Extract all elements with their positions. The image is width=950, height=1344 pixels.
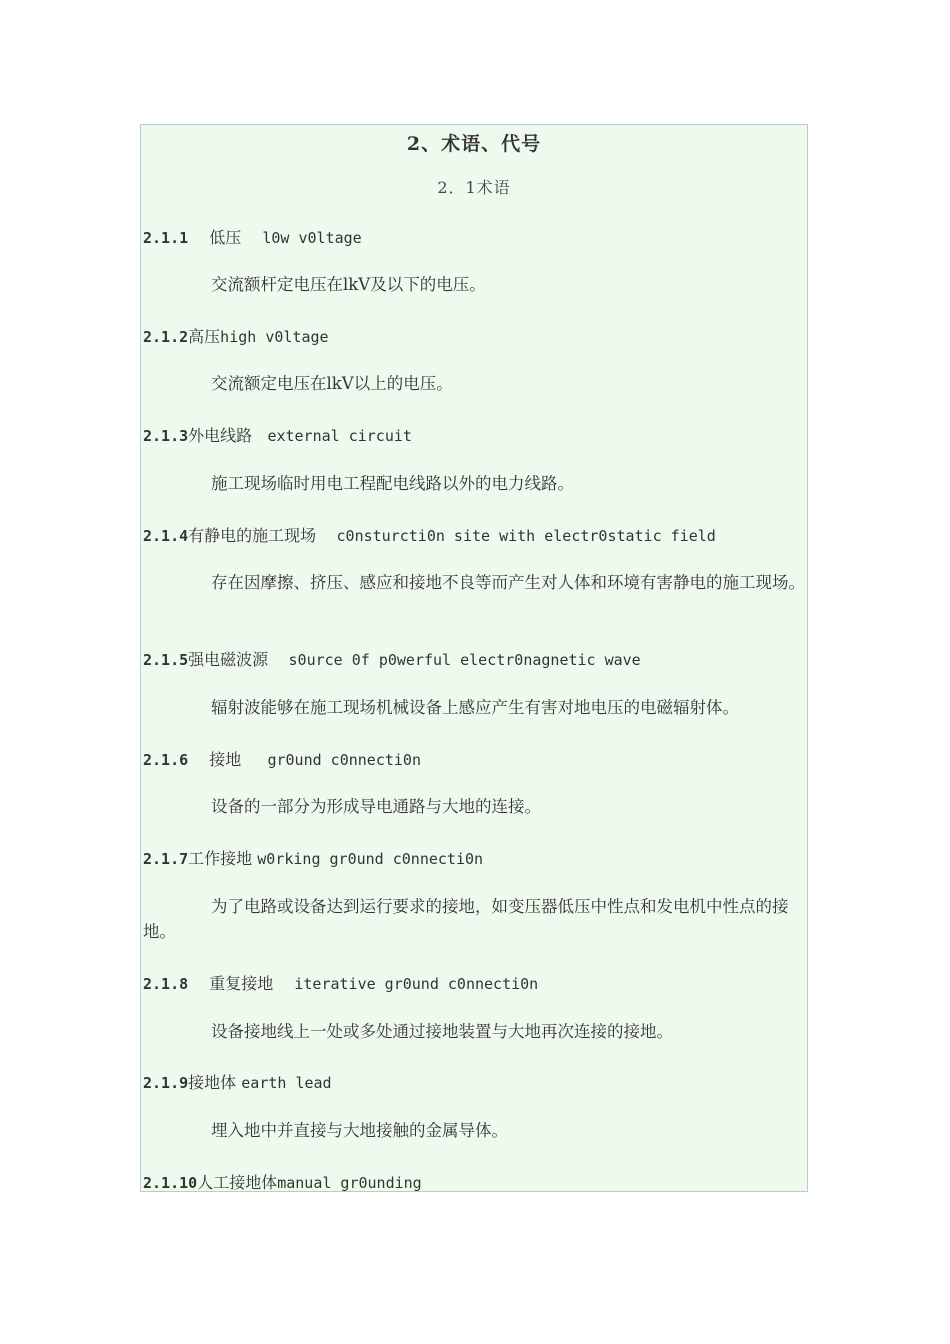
term-english: c0nsturcti0n site with electr0static field	[336, 527, 716, 545]
term-english: high v0ltage	[220, 328, 329, 346]
term-number: 2.1.3	[143, 427, 189, 445]
term-definition: 交流额杆定电压在lkV及以下的电压。	[211, 275, 486, 294]
term-chinese: 接地	[209, 750, 242, 769]
term-definition: 设备的一部分为形成导电通路与大地的连接。	[211, 797, 541, 816]
subsection-title: 2．1术语	[437, 178, 511, 197]
term-definition: 为了电路或设备达到运行要求的接地，如变压器低压中性点和发电机中性点的接地。	[143, 897, 789, 941]
term-number: 2.1.8	[143, 975, 189, 993]
term-heading	[143, 971, 538, 994]
section-title: 2、术语、代号	[406, 133, 542, 155]
term-number: 2.1.7	[143, 850, 189, 868]
term-heading	[143, 846, 483, 869]
term-number: 2.1.4	[143, 527, 189, 545]
term-definition: 辐射波能够在施工现场机械设备上感应产生有害对地电压的电磁辐射体。	[211, 698, 739, 717]
term-chinese: 高压	[188, 327, 221, 346]
term-number: 2.1.5	[143, 651, 189, 669]
term-chinese: 人工接地体	[197, 1173, 278, 1192]
term-heading	[143, 1170, 422, 1192]
term-english: manual gr0unding	[277, 1174, 422, 1192]
term-english: w0rking gr0und c0nnecti0n	[257, 850, 484, 868]
term-english: gr0und c0nnecti0n	[267, 751, 421, 769]
term-chinese: 工作接地	[188, 849, 253, 868]
term-heading	[143, 225, 362, 248]
term-heading	[143, 647, 641, 670]
term-definition: 交流额定电压在lkV以上的电压。	[211, 374, 453, 393]
term-english: l0w v0ltage	[262, 229, 362, 247]
term-number: 2.1.10	[143, 1174, 198, 1192]
document-page	[140, 124, 808, 1192]
term-heading	[143, 747, 421, 770]
term-definition: 施工现场临时用电工程配电线路以外的电力线路。	[211, 474, 574, 493]
term-number: 2.1.2	[143, 328, 189, 346]
term-heading	[143, 523, 716, 546]
term-number: 2.1.1	[143, 229, 189, 247]
term-english: earth lead	[241, 1074, 332, 1092]
term-english: external circuit	[267, 427, 412, 445]
term-english: s0urce 0f p0werful electr0nagnetic wave	[288, 651, 641, 669]
term-number: 2.1.9	[143, 1074, 189, 1092]
term-chinese: 强电磁波源	[188, 650, 269, 669]
term-chinese: 低压	[209, 228, 242, 247]
term-chinese: 重复接地	[209, 974, 274, 993]
term-chinese: 有静电的施工现场	[188, 526, 317, 545]
term-heading	[143, 423, 412, 446]
term-heading	[143, 324, 329, 347]
term-definition: 存在因摩擦、挤压、感应和接地不良等而产生对人体和环境有害静电的施工现场。	[211, 573, 805, 592]
term-heading	[143, 1070, 332, 1093]
term-number: 2.1.6	[143, 751, 189, 769]
term-english: iterative gr0und c0nnecti0n	[294, 975, 539, 993]
term-definition: 埋入地中并直接与大地接触的金属导体。	[211, 1121, 508, 1140]
term-chinese: 接地体	[188, 1073, 237, 1092]
term-definition: 设备接地线上一处或多处通过接地装置与大地再次连接的接地。	[211, 1022, 673, 1041]
term-chinese: 外电线路	[188, 426, 253, 445]
